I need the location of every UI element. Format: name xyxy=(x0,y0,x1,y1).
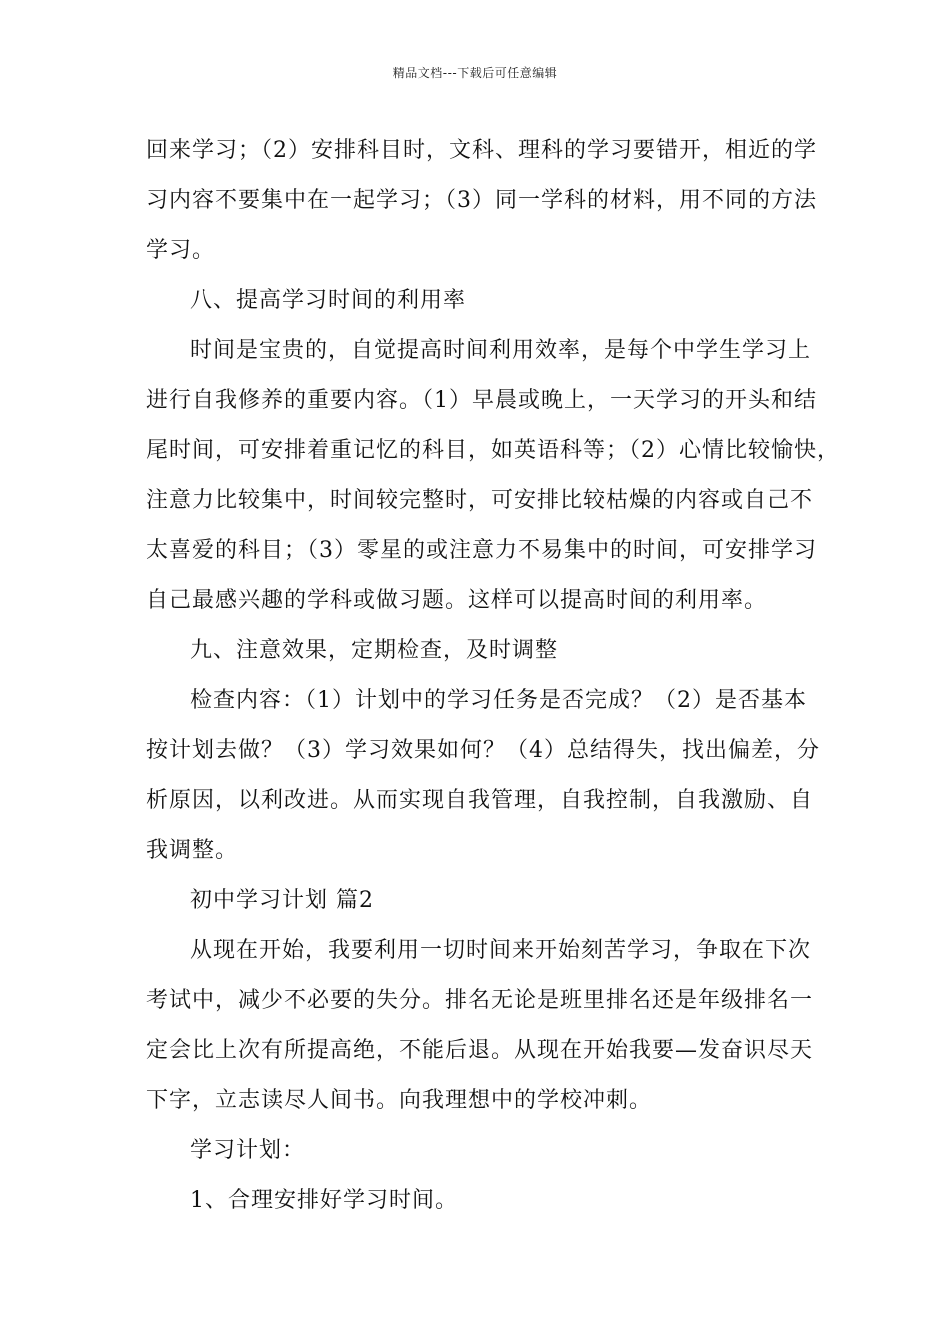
section-heading: 学习计划： xyxy=(190,1138,306,1163)
text-line: 学习。 xyxy=(146,238,216,263)
text-line: 定会比上次有所提高绝，不能后退。从现在开始我要—发奋识尽天 xyxy=(146,1038,814,1063)
page-header: 精品文档---下载后可任意编辑 xyxy=(392,66,558,80)
text-line: 下字，立志读尽人间书。向我理想中的学校冲刺。 xyxy=(146,1088,653,1113)
text-line: 时间是宝贵的，自觉提高时间利用效率，是每个中学生学习上 xyxy=(190,338,812,363)
text-line: 自己最感兴趣的学科或做习题。这样可以提高时间的利用率。 xyxy=(146,588,768,613)
text-line: 从现在开始，我要利用一切时间来开始刻苦学习，争取在下次 xyxy=(190,938,812,963)
section-heading: 九、注意效果，定期检查，及时调整 xyxy=(190,638,559,663)
text-line: 注意力比较集中，时间较完整时，可安排比较枯燥的内容或自己不 xyxy=(146,488,814,513)
text-line: 习内容不要集中在一起学习；（3）同一学科的材料，用不同的方法 xyxy=(146,188,817,213)
text-line: 太喜爱的科目；（3）零星的或注意力不易集中的时间，可安排学习 xyxy=(146,538,817,563)
text-line: 尾时间，可安排着重记忆的科目，如英语科等；（2）心情比较愉快， xyxy=(146,438,840,463)
section-heading: 八、提高学习时间的利用率 xyxy=(190,288,467,313)
text-line: 1、合理安排好学习时间。 xyxy=(190,1188,458,1213)
text-line: 回来学习；（2）安排科目时，文科、理科的学习要错开，相近的学 xyxy=(146,138,817,163)
text-line: 我调整。 xyxy=(146,838,239,863)
document-body xyxy=(146,126,840,1226)
text-line: 析原因，以利改进。从而实现自我管理，自我控制，自我激励、自 xyxy=(146,788,814,813)
text-line: 检查内容：（1）计划中的学习任务是否完成？（2）是否基本 xyxy=(190,688,807,713)
text-line: 按计划去做？（3）学习效果如何？（4）总结得失，找出偏差，分 xyxy=(146,738,820,763)
text-line: 进行自我修养的重要内容。（1）早晨或晚上，一天学习的开头和结 xyxy=(146,388,817,413)
text-line: 考试中，减少不必要的失分。排名无论是班里排名还是年级排名一 xyxy=(146,988,814,1013)
section-heading: 初中学习计划 篇2 xyxy=(190,888,374,913)
